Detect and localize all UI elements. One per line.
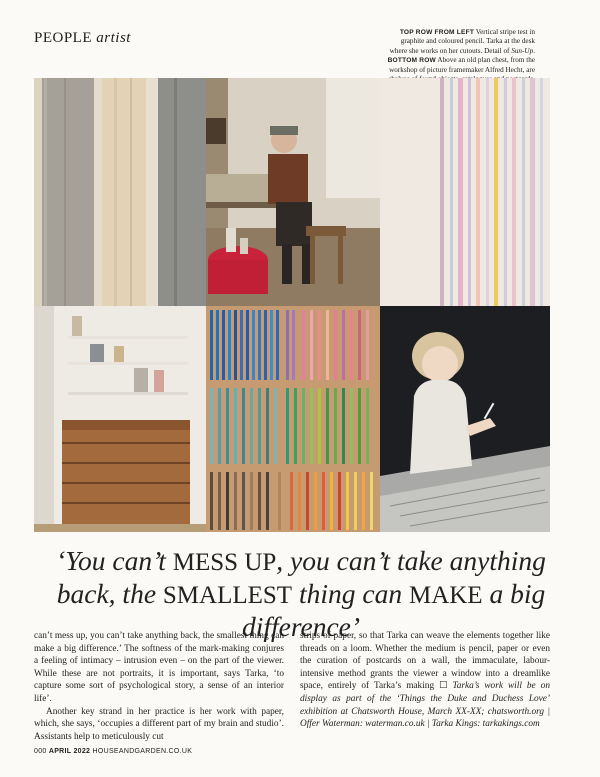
quote-part-1: ‘You can’t xyxy=(56,545,173,576)
body-paragraph-3: strips of paper, so that Tarka can weave the elements together like threads on a loom. Whether the medium is pencil, paper or even the curation of postcards on a wall, the immaculate, labour-intensive method grants the viewer a window into a dreamlike space, entirely of Tarka’s making xyxy=(300,631,550,692)
page-number: 000 xyxy=(34,748,47,755)
caption-label-bottom: BOTTOM ROW xyxy=(387,57,436,65)
quote-part-6: MAKE xyxy=(408,582,483,609)
photo-caption: TOP ROW FROM LEFT Vertical stripe test in graphite and coloured pencil. Tarka at the desk where she works on her cutouts. Detail of Sun-Up. BOTTOM ROW Above an old plan chest, from the workshop of picture framemaker Alfred Hecht, are xyxy=(385,28,535,103)
photo-girl-with-eiderdown xyxy=(380,306,550,532)
caption-text-bottom: Above an old plan chest, from the workshop of picture framemaker Alfred Hecht, are xyxy=(389,56,535,74)
subsection-name: artist xyxy=(96,30,131,46)
body-column-right xyxy=(300,630,550,731)
photo-artist-at-desk xyxy=(206,78,380,306)
photo-plan-chest xyxy=(34,306,206,532)
body-column-left xyxy=(34,630,284,743)
caption-label-top: TOP ROW FROM LEFT xyxy=(399,29,475,36)
quote-part-4: SMALLEST xyxy=(162,582,293,609)
exhibition-note: Tarka’s work will be on display as part of the ‘Things the Duke and Duchess Love’ exhibition at Chatsworth House, March XX-XX; chatsworth.org | Offer Waterman: waterman.co.uk | Tarka Kings: tarkakings.com xyxy=(300,681,550,730)
page-footer xyxy=(34,748,192,755)
quote-part-7: a big difference’ xyxy=(241,578,546,642)
caption-work-top: Sun-Up xyxy=(511,46,534,55)
end-mark: ☐ xyxy=(439,681,448,692)
body-paragraph-2: Another key strand in her practice is her work with paper, which, she says, ‘occupies a different part of my brain and studio’. Assistants help to meticulously cut xyxy=(34,706,284,742)
photo-coloured-pencils xyxy=(206,306,380,532)
pull-quote xyxy=(40,545,562,642)
issue-date: APRIL 2022 xyxy=(48,748,91,755)
quote-part-3: , you can’t take anything back, the xyxy=(56,545,546,609)
photo-stripe-test xyxy=(34,78,206,306)
quote-part-5: thing can xyxy=(292,578,409,609)
body-paragraph-1: can’t mess up, you can’t take anything back, the smallest thing can make a big difference.’ The softness of the mark-making conjures a feeling of intimacy – intrusion even – on the part of the viewer. While these are not portraits, it is important, says Tarka, ‘to capture some sort of psychological story, a sense of an interior life’. xyxy=(34,631,284,704)
photo-sun-up-detail xyxy=(380,78,550,306)
caption-text-top: Vertical stripe test in graphite and coloured pencil. Tarka at the desk where she works on her cutouts. Detail of xyxy=(389,28,535,55)
website: HOUSEANDGARDEN.CO.UK xyxy=(92,748,193,755)
section-name: PEOPLE xyxy=(34,30,93,46)
section-heading xyxy=(34,30,131,47)
quote-part-2: MESS UP xyxy=(172,549,277,576)
